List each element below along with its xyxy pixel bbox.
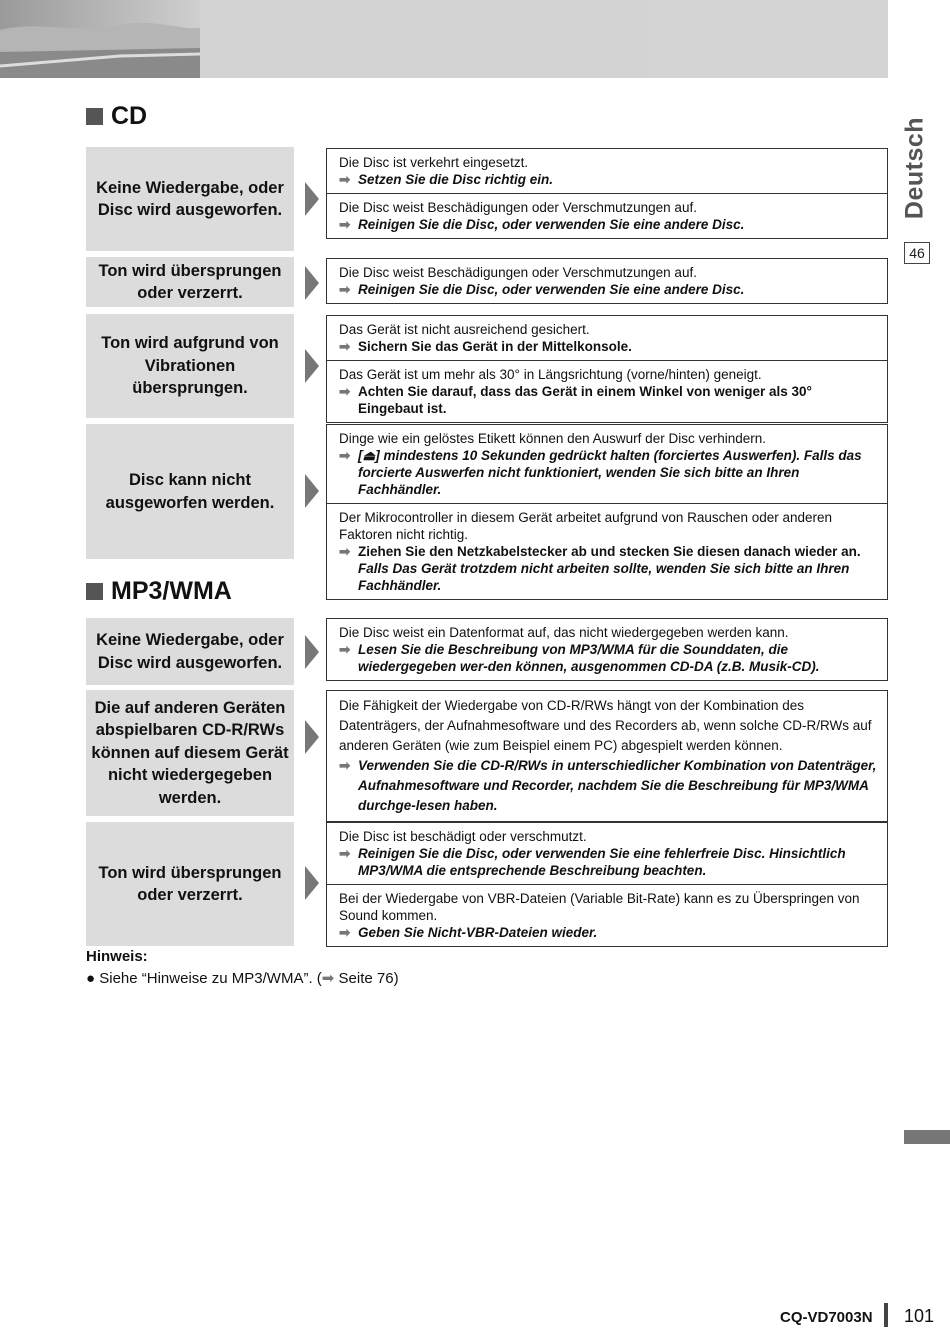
arrow-right-icon bbox=[305, 635, 319, 669]
hollow-arrow-icon: ➡ bbox=[339, 384, 351, 399]
solution-item: Die Fähigkeit der Wiedergabe von CD-R/RWs hängt von der Kombination des Datenträgers, der Aufnahmesoftware und des Recorders ab, wenn solche CD-R/RWs auf anderen Geräten (wie zum Beispiel einem PC) abgespielt werden können. ➡ Verwenden Sie die CD-R/RWs in unterschiedlicher Kombination von Datenträger, Aufnahmesoftware und Recorder, nachdem Sie die Beschreibung für MP3/WMA durchge-lesen haben. bbox=[339, 698, 877, 813]
solution-item: Die Disc weist Beschädigungen oder Verschmutzungen auf. ➡ Reinigen Sie die Disc, oder verwenden Sie eine andere Disc. bbox=[327, 193, 887, 238]
solution-item: Bei der Wiedergabe von VBR-Dateien (Variable Bit-Rate) kann es zu Überspringen von Sound kommen. ➡ Geben Sie Nicht-VBR-Dateien wieder. bbox=[327, 884, 887, 946]
section-number: 46 bbox=[904, 242, 930, 264]
solution-box bbox=[326, 690, 888, 822]
hollow-arrow-icon: ➡ bbox=[339, 642, 351, 657]
arrow-right-icon bbox=[305, 866, 319, 900]
hollow-arrow-icon: ➡ bbox=[339, 172, 351, 187]
section-heading-mp3-wma: MP3/WMA bbox=[86, 577, 232, 606]
hollow-arrow-icon: ➡ bbox=[339, 925, 351, 940]
header-banner bbox=[0, 0, 888, 78]
language-label: Deutsch bbox=[900, 116, 929, 220]
solution-box bbox=[326, 258, 888, 304]
hollow-arrow-icon: ➡ bbox=[339, 846, 351, 861]
problem-cell: Keine Wiedergabe, oder Disc wird ausgeworfen. bbox=[86, 618, 294, 685]
problem-cell: Disc kann nicht ausgeworfen werden. bbox=[86, 424, 294, 559]
hollow-arrow-icon: ➡ bbox=[339, 758, 351, 773]
solution-box bbox=[326, 148, 888, 239]
solution-item: Das Gerät ist um mehr als 30° in Längsrichtung (vorne/hinten) geneigt. ➡ Achten Sie darauf, dass das Gerät in einem Winkel von weniger als 30° Eingebaut ist. bbox=[327, 360, 887, 422]
solution-item: Die Disc weist Beschädigungen oder Verschmutzungen auf. ➡ Reinigen Sie die Disc, oder verwenden Sie eine andere Disc. bbox=[339, 265, 745, 297]
arrow-right-icon bbox=[305, 266, 319, 300]
hollow-arrow-icon: ➡ bbox=[339, 339, 351, 354]
arrow-right-icon bbox=[305, 720, 319, 754]
side-marker bbox=[904, 1130, 950, 1144]
landscape-photo bbox=[0, 0, 200, 78]
arrow-right-icon bbox=[305, 182, 319, 216]
hollow-arrow-icon: ➡ bbox=[321, 970, 335, 987]
footer-divider bbox=[884, 1303, 888, 1327]
language-tab bbox=[895, 118, 935, 218]
note-line: ● Siehe “Hinweise zu MP3/WMA”. (➡ Seite 76) bbox=[86, 970, 399, 987]
hollow-arrow-icon: ➡ bbox=[339, 448, 351, 463]
solution-item: Der Mikrocontroller in diesem Gerät arbeitet aufgrund von Rauschen oder anderen Faktoren nicht richtig. ➡ Ziehen Sie den Netzkabelstecker ab und stecken Sie diesen danach wieder an. Falls Das Gerät trotzdem nicht arbeiten sollte, wenden Sie sich bitte an Ihren Fachhändler. bbox=[327, 503, 887, 599]
section-heading-cd: CD bbox=[86, 102, 147, 131]
solution-item: Das Gerät ist nicht ausreichend gesichert. ➡ Sichern Sie das Gerät in der Mittelkonsole. bbox=[339, 322, 632, 354]
problem-cell: Keine Wiedergabe, oder Disc wird ausgeworfen. bbox=[86, 147, 294, 251]
model-number: CQ-VD7003N bbox=[780, 1309, 873, 1326]
solution-box bbox=[326, 822, 888, 947]
solution-box bbox=[326, 315, 888, 423]
hollow-arrow-icon: ➡ bbox=[339, 282, 351, 297]
bullet-icon: ● bbox=[86, 970, 96, 987]
problem-cell: Ton wird aufgrund von Vibrationen übersprungen. bbox=[86, 314, 294, 418]
problem-cell: Ton wird übersprungen oder verzerrt. bbox=[86, 822, 294, 946]
page-number: 101 bbox=[904, 1306, 935, 1326]
solution-item: Die Disc ist verkehrt eingesetzt. ➡ Setzen Sie die Disc richtig ein. bbox=[339, 155, 554, 187]
hollow-arrow-icon: ➡ bbox=[339, 544, 351, 559]
solution-item: Die Disc ist beschädigt oder verschmutzt. ➡ Reinigen Sie die Disc, oder verwenden Sie eine fehlerfreie Disc. Hinsichtlich MP3/WMA die entsprechende Beschreibung beachten. bbox=[339, 829, 846, 878]
arrow-right-icon bbox=[305, 474, 319, 508]
solution-item: Die Disc weist ein Datenformat auf, das nicht wiedergegeben werden kann. ➡ Lesen Sie die Beschreibung von MP3/WMA für die Sounddaten, die wiedergegeben wer-den können, ausgenommen CD-DA (z.B. Musik-CD). bbox=[339, 625, 820, 674]
hollow-arrow-icon: ➡ bbox=[339, 217, 351, 232]
problem-cell: Die auf anderen Geräten abspielbaren CD-R/RWs können auf diesem Gerät nicht wiedergegeben werden. bbox=[86, 690, 294, 816]
problem-cell: Ton wird übersprungen oder verzerrt. bbox=[86, 257, 294, 307]
note-title: Hinweis: bbox=[86, 948, 148, 965]
square-bullet-icon bbox=[86, 108, 103, 125]
solution-box bbox=[326, 618, 888, 681]
square-bullet-icon bbox=[86, 583, 103, 600]
solution-item: Dinge wie ein gelöstes Etikett können den Auswurf der Disc verhindern. ➡ [⏏] mindestens 10 Sekunden gedrückt halten (forciertes Auswerfen). Falls das forcierte Auswerfen nicht funktioniert, wenden Sie sich bitte an Ihren Fachhändler. bbox=[339, 431, 862, 497]
arrow-right-icon bbox=[305, 349, 319, 383]
solution-box bbox=[326, 424, 888, 600]
